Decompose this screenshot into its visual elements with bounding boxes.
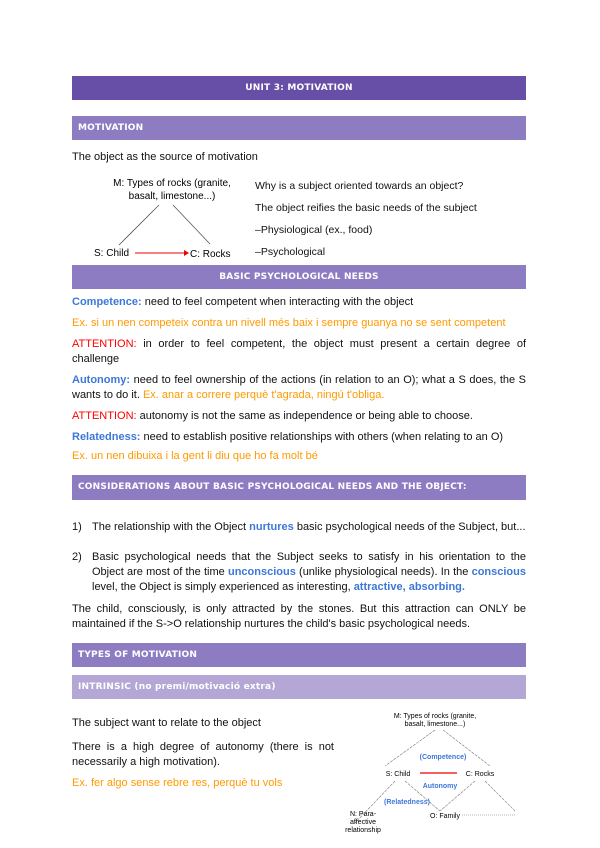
diagram-line-left: [119, 205, 159, 245]
diagram-s-label: S: Child: [94, 248, 130, 259]
diagram-autonomy-label: Autonomy: [422, 783, 458, 790]
question-line: –Psychological: [255, 246, 326, 258]
intrinsic-example: Ex. fer algo sense rebre res, perquè tu vols: [72, 777, 283, 789]
section-intrinsic-header: INTRINSIC (no premi/motivació extra): [72, 675, 526, 699]
question-line: The object reifies the basic needs of the subject: [255, 202, 477, 214]
motivation-intro: The object as the source of motivation: [72, 151, 258, 163]
competence-label: Competence:: [72, 296, 142, 308]
consideration-item-2: [72, 550, 526, 595]
relatedness-text: need to establish positive relationships with others (when relating to an O): [140, 431, 504, 443]
item-text: basic psychological needs of the Subject, but...: [293, 521, 526, 533]
consideration-item-1: [72, 520, 526, 535]
list-number: 2): [72, 551, 82, 563]
motivation-questions: [255, 175, 477, 263]
question-line: –Physiological (ex., food): [255, 224, 373, 236]
highlight-unconscious: unconscious: [227, 566, 296, 578]
diagram-competence-label: (Competence): [419, 754, 467, 761]
diagram-c-label: C: Rocks: [465, 771, 495, 778]
relatedness-label: Relatedness:: [72, 431, 141, 443]
arrow-head-icon: [184, 250, 189, 256]
diagram-relatedness-label: (Relatedness): [384, 799, 430, 806]
section-types-header: TYPES OF MOTIVATION: [72, 643, 526, 667]
diagram-m-label-2: basalt, limestone...): [404, 721, 466, 728]
competence-text: need to feel competent when interacting with the object: [141, 296, 414, 308]
autonomy-label: Autonomy:: [72, 374, 131, 386]
intrinsic-line-1: The subject want to relate to the object: [72, 717, 261, 729]
autonomy-example: Ex. anar a correre perquè t'agrada, ningú t'obliga.: [142, 389, 385, 401]
considerations-paragraph: The child, consciously, is only attracted by the stones. But this attraction can ONLY be maintained if the S->O relationship nurtures the child's basic psychological needs.: [72, 603, 526, 630]
diagram-s-label: S: Child: [385, 771, 411, 778]
intrinsic-diagram: [340, 708, 535, 838]
section-considerations-header: CONSIDERATIONS ABOUT BASIC PSYCHOLOGICAL NEEDS AND THE OBJECT:: [72, 475, 526, 500]
diagram-n-label: N: Para-: [349, 811, 377, 818]
diagram-m-label: M: Types of rocks (granite,: [113, 178, 231, 189]
list-number: 1): [72, 521, 82, 533]
highlight-attractive: attractive, absorbing.: [353, 581, 465, 593]
highlight-nurtures: nurtures: [249, 521, 294, 533]
diagram-m-label: M: Types of rocks (granite,: [393, 713, 477, 720]
attention-1: [72, 337, 526, 367]
unit-title-bar: UNIT 3: MOTIVATION: [72, 76, 526, 100]
diagram-n-label-3: relationship: [345, 827, 381, 834]
highlight-conscious: conscious: [471, 566, 526, 578]
item-text: Basic psychological needs that the Subject seeks to satisfy in his orientation to the Object are most of the time: [92, 551, 526, 578]
competence-example: Ex. si un nen competeix contra un nivell més baix i sempre guanya no se sent competent: [72, 317, 506, 329]
attention-text: in order to feel competent, the object must present a certain degree of challenge: [72, 338, 526, 365]
autonomy-line: [72, 373, 526, 403]
attention-label: ATTENTION:: [72, 338, 137, 350]
autonomy-text: need to feel ownership of the actions (in relation to an O); what a S does, the S wants to do it.: [72, 374, 526, 401]
item-text: The relationship with the Object: [92, 521, 250, 533]
competence-line: [72, 295, 526, 310]
item-text: (unlike physiological needs). In the: [295, 566, 472, 578]
intrinsic-line-2: There is a high degree of autonomy (there is not necessarily a high motivation).: [72, 741, 334, 768]
attention-label: ATTENTION:: [72, 410, 137, 422]
question-line: Why is a subject oriented towards an object?: [255, 180, 464, 192]
relatedness-example: Ex. un nen dibuixa i la gent li diu que ho fa molt bé: [72, 450, 318, 462]
diagram-n-label-2: affective: [350, 819, 376, 826]
diagram-m-label-2: basalt, limestone...): [128, 191, 216, 202]
section-motivation-header: MOTIVATION: [72, 116, 526, 140]
relatedness-line: [72, 430, 526, 445]
item-text: level, the Object is simply experienced as interesting,: [92, 581, 354, 593]
diagram-o-label: O: Family: [430, 813, 460, 820]
attention-2: [72, 409, 526, 424]
attention-text: autonomy is not the same as independence or being able to choose.: [136, 410, 473, 422]
diagram-line-right: [173, 205, 210, 244]
diagram-c-label: C: Rocks: [190, 249, 231, 260]
section-basic-needs-header: BASIC PSYCHOLOGICAL NEEDS: [72, 265, 526, 289]
motivation-diagram: [72, 170, 262, 265]
